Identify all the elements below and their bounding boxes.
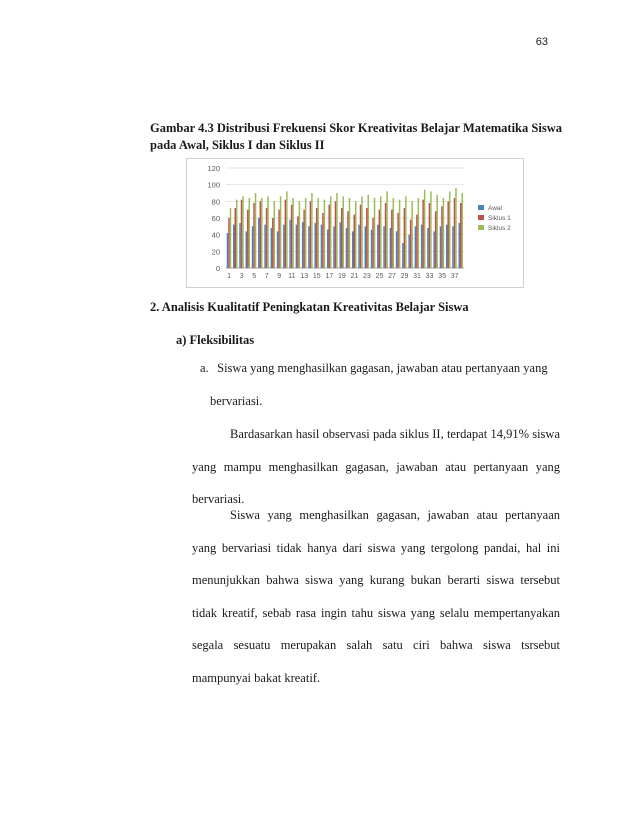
bar-siklus-2 bbox=[317, 198, 318, 268]
bar-siklus-2 bbox=[418, 198, 419, 268]
legend-swatch bbox=[478, 215, 484, 220]
bar-awal bbox=[308, 226, 309, 268]
x-tick-label: 13 bbox=[300, 273, 309, 280]
legend-swatch bbox=[478, 205, 484, 210]
bar-awal bbox=[352, 231, 353, 268]
bar-siklus-2 bbox=[386, 191, 387, 268]
legend-label: Awal bbox=[488, 205, 502, 212]
bar-siklus-2 bbox=[280, 196, 281, 268]
bar-siklus-2 bbox=[286, 191, 287, 268]
bar-siklus-1 bbox=[416, 215, 417, 268]
bar-siklus-2 bbox=[242, 196, 243, 268]
x-tick-label: 31 bbox=[413, 273, 421, 280]
bar-siklus-2 bbox=[305, 198, 306, 268]
bar-siklus-2 bbox=[336, 193, 337, 268]
bar-awal bbox=[383, 226, 384, 268]
bar-awal bbox=[371, 230, 372, 268]
bar-siklus-1 bbox=[260, 201, 261, 268]
bar-siklus-2 bbox=[374, 198, 375, 268]
x-tick-label: 19 bbox=[337, 273, 346, 280]
bar-awal bbox=[346, 228, 347, 268]
bar-siklus-1 bbox=[360, 205, 361, 268]
x-tick-label: 15 bbox=[312, 273, 321, 280]
bar-awal bbox=[446, 225, 447, 268]
paragraph-2-text: Siswa yang menghasilkan gagasan, jawaban atau pertanyaan yang bervariasi tidak hanya dari siswa yang tergolong pandai, hal ini menunjukkan bahwa siswa yang kurang bukan berarti siswa tersebut tidak kreatif, sebab rasa ingin tahu siswa yang selalu mempertanyakan segala sesuatu merupakan salah satu ciri bahwa siswa tsrsebut mampunyai bakat kreatif. bbox=[192, 508, 560, 685]
bar-awal bbox=[239, 223, 240, 268]
bar-siklus-1 bbox=[247, 210, 248, 268]
bar-awal bbox=[390, 228, 391, 268]
bar-siklus-1 bbox=[454, 198, 455, 268]
x-tick-label: 21 bbox=[350, 273, 359, 280]
bar-siklus-2 bbox=[274, 201, 275, 268]
bar-siklus-2 bbox=[455, 188, 456, 268]
bar-siklus-2 bbox=[361, 196, 362, 268]
bar-awal bbox=[402, 243, 403, 268]
figure-caption: Gambar 4.3 Distribusi Frekuensi Skor Kreativitas Belajar Matematika Siswa pada Awal, Siklus I dan Siklus II bbox=[150, 121, 562, 152]
bar-siklus-2 bbox=[355, 201, 356, 268]
x-tick-label: 23 bbox=[363, 273, 371, 280]
bar-siklus-1 bbox=[404, 208, 405, 268]
bar-siklus-2 bbox=[411, 201, 412, 268]
bar-awal bbox=[289, 220, 290, 268]
y-tick-label: 40 bbox=[211, 230, 220, 240]
section-heading: 2. Analisis Kualitatif Peningkatan Kreativitas Belajar Siswa bbox=[150, 300, 469, 314]
bar-siklus-2 bbox=[299, 201, 300, 268]
bar-siklus-1 bbox=[354, 215, 355, 268]
bar-awal bbox=[377, 225, 378, 268]
bar-siklus-1 bbox=[310, 201, 311, 268]
bar-siklus-1 bbox=[322, 213, 323, 268]
bar-awal bbox=[440, 226, 441, 268]
bar-siklus-2 bbox=[311, 193, 312, 268]
bar-siklus-2 bbox=[399, 200, 400, 268]
x-tick-label: 33 bbox=[425, 273, 434, 280]
x-tick-label: 7 bbox=[264, 273, 269, 280]
bar-siklus-1 bbox=[366, 208, 367, 268]
bar-siklus-2 bbox=[368, 195, 369, 268]
bar-siklus-1 bbox=[397, 213, 398, 268]
list-item-line1: Siswa yang menghasilkan gagasan, jawaban atau pertanyaan yang bbox=[217, 361, 548, 375]
sub-heading: a) Fleksibilitas bbox=[176, 333, 255, 347]
x-tick-label: 9 bbox=[277, 273, 282, 280]
bar-awal bbox=[264, 225, 265, 268]
bar-siklus-1 bbox=[460, 203, 461, 268]
list-item-line2: bervariasi. bbox=[210, 393, 263, 408]
bar-siklus-2 bbox=[349, 198, 350, 268]
bar-siklus-1 bbox=[410, 220, 411, 268]
bar-siklus-2 bbox=[261, 198, 262, 268]
x-tick-label: 35 bbox=[438, 273, 446, 280]
x-tick-label: 29 bbox=[400, 273, 409, 280]
bar-awal bbox=[302, 222, 303, 268]
bar-siklus-1 bbox=[335, 201, 336, 268]
bar-siklus-1 bbox=[316, 208, 317, 268]
bar-siklus-2 bbox=[330, 196, 331, 268]
bar-awal bbox=[233, 225, 234, 268]
legend-label: Siklus 1 bbox=[488, 215, 511, 222]
bar-awal bbox=[227, 233, 228, 268]
x-tick-label: 1 bbox=[227, 273, 232, 280]
y-tick-label: 120 bbox=[207, 164, 220, 173]
bar-siklus-1 bbox=[341, 208, 342, 268]
bar-siklus-2 bbox=[424, 190, 425, 268]
bar-siklus-2 bbox=[255, 193, 256, 268]
bar-siklus-2 bbox=[405, 196, 406, 268]
list-item-a bbox=[200, 352, 560, 417]
bar-awal bbox=[365, 226, 366, 268]
bar-awal bbox=[396, 231, 397, 268]
bar-awal bbox=[415, 226, 416, 268]
y-tick-label: 20 bbox=[211, 247, 220, 257]
bar-siklus-1 bbox=[422, 200, 423, 268]
bar-awal bbox=[321, 225, 322, 268]
bar-siklus-1 bbox=[228, 218, 229, 268]
bar-siklus-2 bbox=[267, 196, 268, 268]
bar-siklus-2 bbox=[249, 198, 250, 268]
bar-siklus-1 bbox=[372, 218, 373, 268]
legend-swatch bbox=[478, 225, 484, 230]
bar-siklus-1 bbox=[379, 210, 380, 268]
page-number: 63 bbox=[535, 36, 548, 48]
bar-siklus-2 bbox=[380, 196, 381, 268]
bar-siklus-2 bbox=[449, 191, 450, 268]
bar-siklus-1 bbox=[303, 210, 304, 268]
list-item-label: a. bbox=[200, 361, 209, 375]
x-tick-label: 5 bbox=[252, 273, 257, 280]
bar-siklus-1 bbox=[272, 218, 273, 268]
bar-awal bbox=[339, 222, 340, 268]
y-tick-label: 0 bbox=[215, 264, 220, 273]
bar-siklus-1 bbox=[241, 200, 242, 268]
bar-siklus-1 bbox=[278, 210, 279, 268]
bar-awal bbox=[258, 218, 259, 268]
y-tick-label: 80 bbox=[211, 197, 220, 207]
bar-siklus-1 bbox=[441, 206, 442, 268]
bar-awal bbox=[283, 225, 284, 268]
bar-siklus-2 bbox=[324, 200, 325, 268]
x-tick-label: 17 bbox=[325, 273, 334, 280]
bar-awal bbox=[246, 231, 247, 268]
bar-awal bbox=[327, 230, 328, 268]
bar-awal bbox=[271, 228, 272, 268]
bar-siklus-2 bbox=[436, 195, 437, 268]
bar-siklus-2 bbox=[342, 196, 343, 268]
bar-siklus-1 bbox=[391, 210, 392, 268]
x-tick-label: 25 bbox=[375, 273, 384, 280]
legend-label: Siklus 2 bbox=[488, 225, 511, 232]
bar-awal bbox=[452, 226, 453, 268]
bar-siklus-2 bbox=[292, 198, 293, 268]
bar-awal bbox=[458, 223, 459, 268]
x-tick-label: 27 bbox=[388, 273, 396, 280]
y-tick-label: 100 bbox=[207, 180, 220, 190]
bar-awal bbox=[433, 231, 434, 268]
bar-siklus-1 bbox=[347, 211, 348, 268]
bar-siklus-1 bbox=[429, 203, 430, 268]
bar-awal bbox=[314, 223, 315, 268]
paragraph-1-text: Bardasarkan hasil observasi pada siklus II, terdapat 14,91% siswa yang mampu menghasilkan gagasan, jawaban atau pertanyaan yang bervariasi. bbox=[192, 427, 560, 506]
bar-awal bbox=[358, 225, 359, 268]
bar-awal bbox=[333, 226, 334, 268]
bar-siklus-2 bbox=[393, 198, 394, 268]
bar-siklus-1 bbox=[266, 208, 267, 268]
paragraph-2 bbox=[192, 499, 560, 694]
bar-siklus-1 bbox=[328, 205, 329, 268]
bar-siklus-1 bbox=[291, 205, 292, 268]
bar-chart bbox=[186, 158, 524, 288]
bar-siklus-1 bbox=[253, 203, 254, 268]
bar-siklus-2 bbox=[230, 208, 231, 268]
bar-siklus-1 bbox=[385, 203, 386, 268]
bar-awal bbox=[427, 228, 428, 268]
bar-awal bbox=[277, 231, 278, 268]
bar-awal bbox=[296, 225, 297, 268]
bar-siklus-1 bbox=[297, 216, 298, 268]
bar-siklus-1 bbox=[235, 208, 236, 268]
x-tick-label: 11 bbox=[288, 273, 296, 280]
bar-awal bbox=[421, 225, 422, 268]
bar-siklus-2 bbox=[443, 198, 444, 268]
bar-siklus-2 bbox=[430, 191, 431, 268]
bar-siklus-2 bbox=[461, 193, 462, 268]
bar-siklus-1 bbox=[447, 201, 448, 268]
bar-awal bbox=[252, 226, 253, 268]
bar-siklus-1 bbox=[285, 200, 286, 268]
bar-siklus-2 bbox=[236, 200, 237, 268]
bar-chart-svg bbox=[186, 158, 524, 288]
bar-awal bbox=[408, 235, 409, 268]
bar-siklus-1 bbox=[435, 211, 436, 268]
y-tick-label: 60 bbox=[211, 214, 220, 223]
x-tick-label: 3 bbox=[239, 273, 244, 280]
x-tick-label: 37 bbox=[450, 273, 459, 280]
